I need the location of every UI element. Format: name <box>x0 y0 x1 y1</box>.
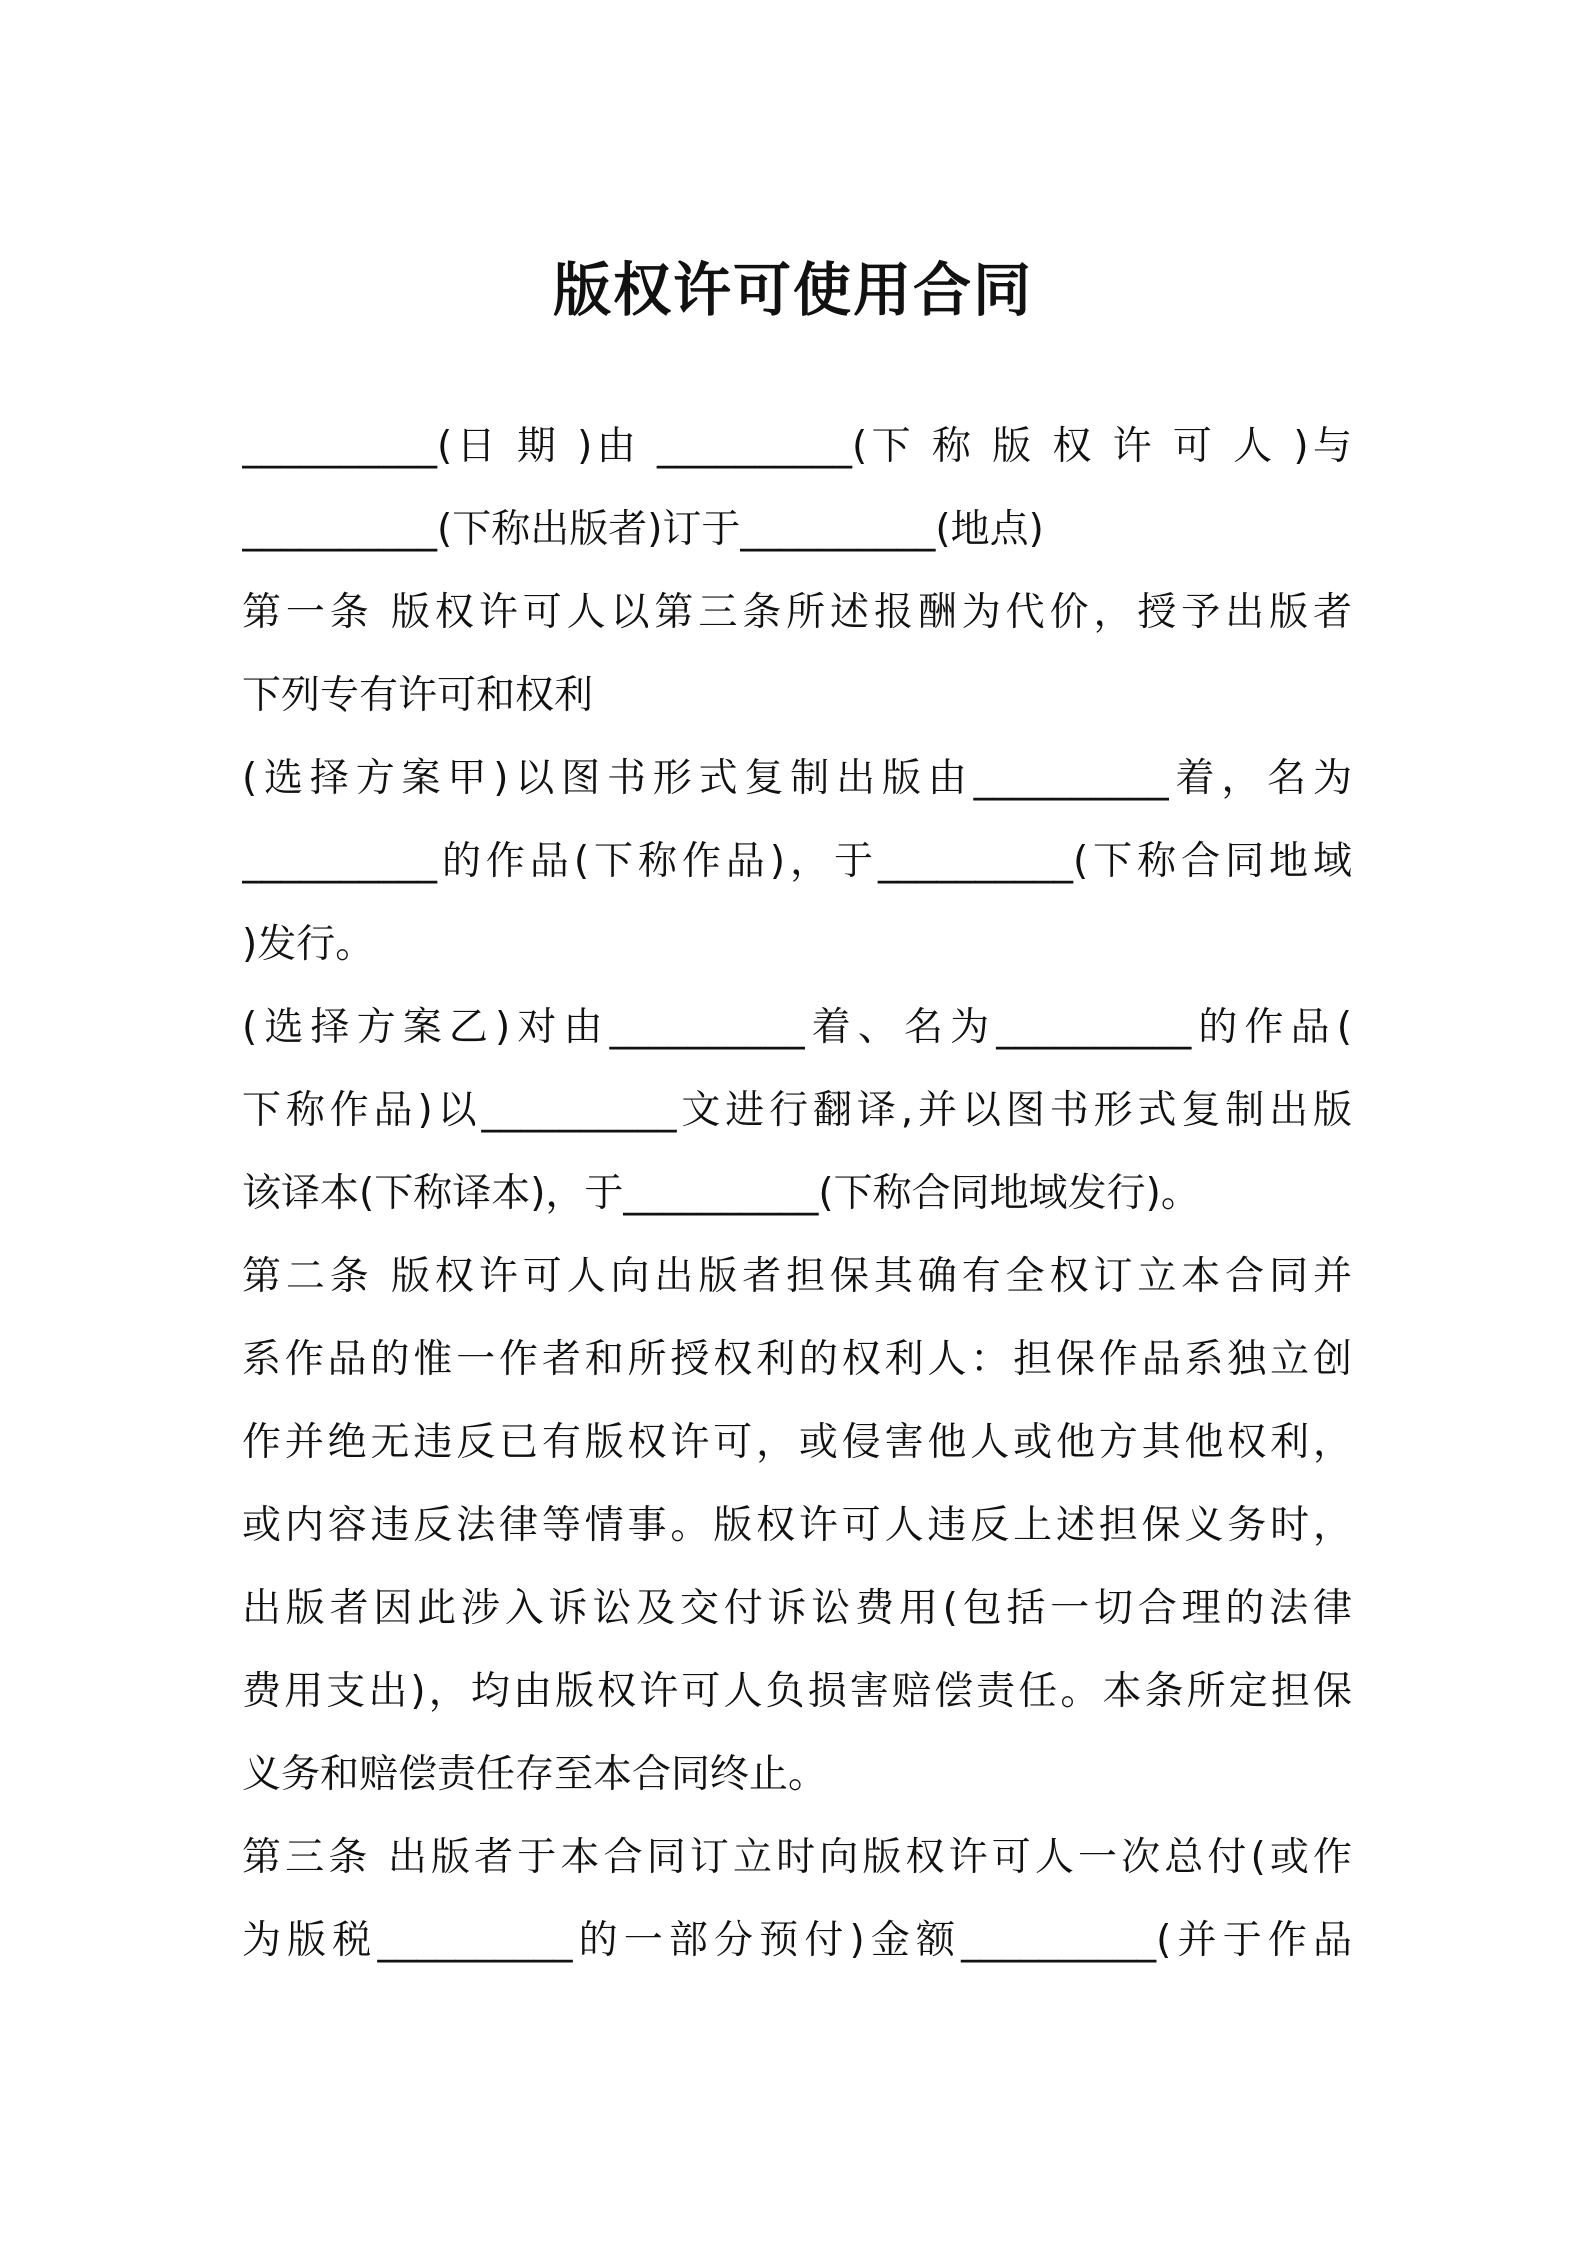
line-option-a-3: )发行。 <box>242 922 375 967</box>
line-article-1-b: 下列专有许可和权利 <box>242 673 594 718</box>
line-article-2-g: 义务和赔偿责任存至本合同终止。 <box>242 1752 828 1797</box>
line-option-b-3: 该译本(下称译本)，于__________(下称合同地域发行)。 <box>242 1171 1200 1216</box>
document-body <box>242 405 1352 1982</box>
line-option-a-1: (选择方案甲)以图书形式复制出版由__________着，名为 <box>242 756 1352 801</box>
line-preamble-1: __________(日 期 )由 __________(下 称 版 权 许 可 人 )与 <box>242 424 1352 469</box>
line-article-2-f: 费用支出)，均由版权许可人负损害赔偿责任。本条所定担保 <box>242 1669 1352 1714</box>
line-article-3-b: 为版税__________的一部分预付)金额__________(并于作品 <box>242 1918 1352 1963</box>
line-article-2-c: 作并绝无违反已有版权许可，或侵害他人或他方其他权利， <box>242 1420 1352 1465</box>
line-option-a-2: __________的作品(下称作品)，于__________(下称合同地域 <box>242 839 1352 884</box>
line-option-b-2: 下称作品)以__________文进行翻译,并以图书形式复制出版 <box>242 1088 1352 1133</box>
line-article-2-e: 出版者因此涉入诉讼及交付诉讼费用(包括一切合理的法律 <box>242 1586 1352 1631</box>
line-option-b-1: (选择方案乙)对由__________着、名为__________的作品( <box>242 1005 1352 1050</box>
document-title: 版权许可使用合同 <box>552 256 1033 324</box>
line-preamble-2: __________(下称出版者)订于__________(地点) <box>242 507 1044 552</box>
line-article-1-a: 第一条 版权许可人以第三条所述报酬为代价，授予出版者 <box>242 590 1352 635</box>
line-article-2-a: 第二条 版权许可人向出版者担保其确有全权订立本合同并 <box>242 1254 1352 1299</box>
line-article-2-d: 或内容违反法律等情事。版权许可人违反上述担保义务时， <box>242 1503 1352 1548</box>
line-article-3-a: 第三条 出版者于本合同订立时向版权许可人一次总付(或作 <box>242 1835 1352 1880</box>
line-article-2-b: 系作品的惟一作者和所授权利的权利人：担保作品系独立创 <box>242 1337 1352 1382</box>
